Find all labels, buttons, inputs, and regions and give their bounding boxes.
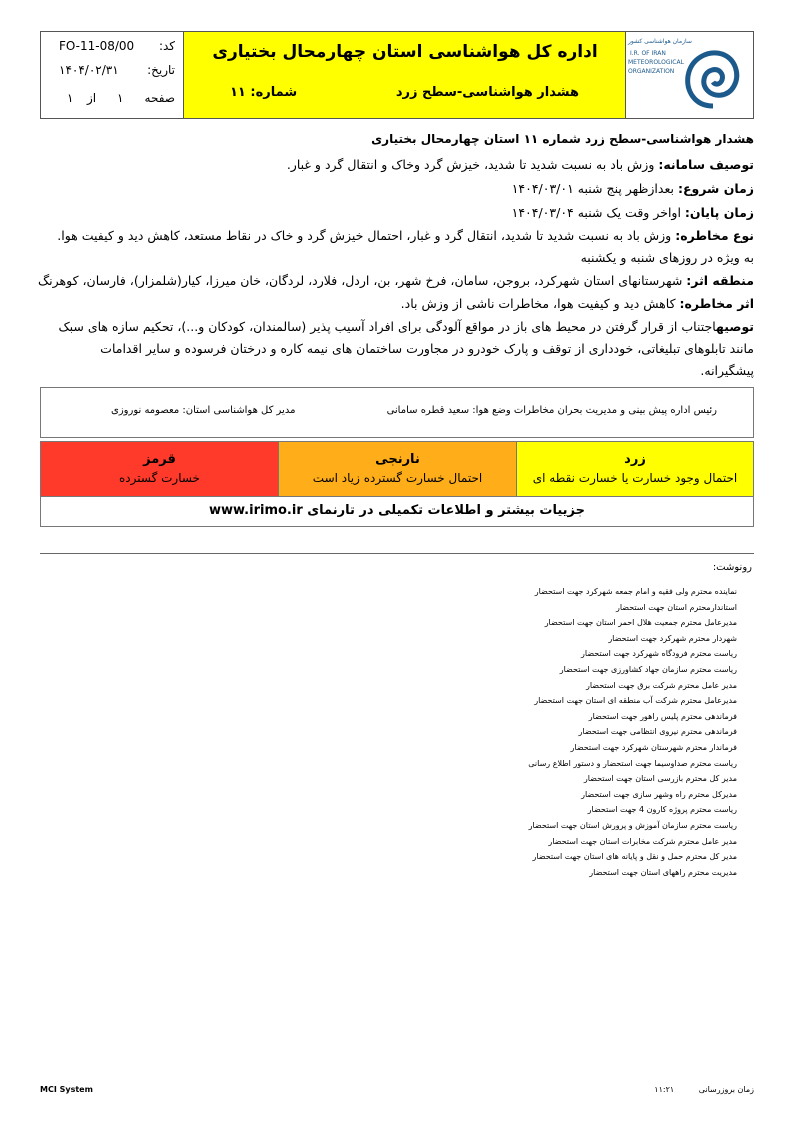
type-text-2: به ویژه در روزهای شنبه و یکشنبه [580,250,754,265]
logo-text-en3: ORGANIZATION [628,68,675,75]
desc-label: توصیف سامانه: [658,157,754,172]
level-yellow [517,442,753,496]
system-name: MCI System [40,1085,93,1094]
level-orange-name: نارنجی [375,452,420,467]
date-value: ۱۴۰۴/۰۲/۳۱ [59,63,119,77]
type-line [57,228,754,243]
start-text: بعدازظهر پنج شنبه ۱۴۰۴/۰۳/۰۱ [511,181,674,196]
page-of: از [87,91,97,105]
recipient-item: مدیرعامل محترم شرکت آب منطقه ای استان جهت استحضار [534,696,737,706]
header-title-box [184,32,626,118]
recipient-item: مدیرکل محترم راه وشهر سازی جهت استحضار [581,789,737,799]
recipient-item: ریاست محترم سازمان آموزش و پرورش استان جهت استحضار [528,821,737,830]
warning-levels-table [40,441,754,527]
logo-text-en2: METEOROLOGICAL [628,59,684,66]
warning-heading: هشدار هواشناسی-سطح زرد شماره ۱۱ استان چهارمحال بختیاری [371,132,754,146]
end-text: اواخر وقت یک شنبه ۱۴۰۴/۰۳/۰۴ [511,205,681,220]
level-yellow-desc: احتمال وجود خسارت یا خسارت نقطه ای [532,471,738,485]
advice-text-3: پیشگیرانه. [700,363,754,378]
warning-number: شماره: ۱۱ [230,85,298,100]
code-label: کد: [158,39,175,53]
recipient-item: ریاست محترم پروژه کارون 4 جهت استحضار [587,805,737,815]
level-yellow-name: زرد [624,452,646,467]
recipient-item: استاندارمحترم استان جهت استحضار [615,602,737,612]
divider [40,553,754,554]
document-meta [41,32,184,118]
recipient-item: مدیر کل محترم حمل و نقل و پایانه های استان جهت استحضار [532,852,737,862]
document-header [40,31,754,119]
type-label: نوع مخاطره: [675,228,754,243]
level-red-name: قرمز [143,452,176,467]
recipient-item: فرماندهی محترم نیروی انتظامی جهت استحضار [578,727,737,737]
recipient-item: مدیریت محترم راههای استان جهت استحضار [589,867,737,877]
advice-line [58,319,754,334]
recipient-item: ریاست محترم فرودگاه شهرکرد جهت استحضار [581,649,737,659]
advice-label: توصیه [716,319,754,334]
page-total: ۱ [67,91,74,105]
start-line [512,181,754,196]
type-text: وزش باد به نسبت شدید تا شدید، انتقال گرد و غبار، احتمال خیزش گرد و خاک در نقاط مستعد، کاهش دید و کیفیت هوا. [57,228,672,243]
recipients-label: رونوشت: [712,562,752,573]
recipient-item: مدیر عامل محترم شرکت برق جهت استحضار [585,680,737,690]
effect-text: کاهش دید و کیفیت هوا، مخاطرات ناشی از وزش باد. [400,296,676,311]
warning-title: هشدار هواشناسی-سطح زرد [395,85,579,100]
recipient-item: نماینده محترم ولی فقیه و امام جمعه شهرکرد جهت استحضار [534,587,737,596]
logo-text-fa: سازمان هواشناسی کشور [628,38,692,45]
logo-text-en1: I.R. OF IRAN [630,50,666,57]
end-label: زمان پایان: [684,205,754,220]
recipient-item: شهردار محترم شهرکرد جهت استحضار [608,633,737,643]
end-line [512,205,754,220]
org-title: اداره کل هواشناسی استان چهارمحال بختیاری [212,42,598,62]
director: مدیر کل هواشناسی استان: معصومه نوروزی [111,405,296,416]
spiral-logo-icon [682,42,744,110]
code-value: FO-11-08/00 [59,39,135,53]
area-line [38,273,754,288]
level-red [41,442,279,496]
level-orange [279,442,517,496]
effect-label: اثر مخاطره: [679,296,754,311]
desc-line [287,157,754,172]
update-info [654,1085,754,1094]
level-orange-desc: احتمال خسارت گسترده زیاد است [312,471,483,485]
effect-line [401,296,754,311]
advice-text-1: اجتناب از قرار گرفتن در محیط های باز در مواقع آلودگی برای افراد آسیب پذیر (سالمندان، کودکان و...)، تحکیم سازه های سبک [58,319,717,334]
page-num: ۱ [117,91,124,105]
start-label: زمان شروع: [677,181,754,196]
recipient-item: مدیر کل محترم بازرسی استان جهت استحضار [583,774,737,784]
organization-logo [626,32,753,118]
levels-footer [41,496,753,526]
recipient-item: ریاست محترم سازمان جهاد کشاورزی جهت استحضار [559,665,737,674]
more-info-link[interactable]: جزییات بیشتر و اطلاعات تکمیلی در تارنمای www.irimo.ir [208,503,586,518]
page-label: صفحه [144,91,175,105]
advice-text-2: مانند تابلوهای تبلیغاتی، خودداری از توقف و پارک خودرو در مجاورت ساختمان های نیمه کاره و درختان فرسوده و سایر اقدامات [100,341,754,356]
forecast-head: رئیس اداره پیش بینی و مدیریت بحران مخاطرات وضع هوا: سعید قطره سامانی [386,405,717,416]
recipient-item: مدیر عامل محترم شرکت مخابرات استان جهت استحضار [548,836,737,846]
date-label: تاریخ: [147,63,175,77]
signatures-box [40,387,754,438]
recipient-item: مدیرعامل محترم جمعیت هلال احمر استان جهت استحضار [544,618,737,628]
recipient-item: فرماندار محترم شهرستان شهرکرد جهت استحضار [570,743,737,752]
area-label: منطقه اثر: [686,273,754,288]
level-red-desc: خسارت گسترده [119,471,200,485]
area-text: شهرستانهای استان شهرکرد، بروجن، سامان، فرخ شهر، بن، اردل، فلارد، لردگان، خان میرزا، کیار(شلمزار)، فارسان، کوهرنگ [37,273,683,288]
recipient-item: فرماندهی محترم پلیس راهور جهت استحضار [588,711,737,721]
desc-text: وزش باد به نسبت شدید تا شدید، خیزش گرد وخاک و انتقال گرد و غبار. [286,157,655,172]
update-time: ۱۱:۲۱ [654,1085,675,1094]
update-label: زمان بروزرسانی [698,1085,754,1094]
recipient-item: ریاست محترم صداوسیما جهت استحضار و دستور اطلاع رسانی [528,758,737,768]
